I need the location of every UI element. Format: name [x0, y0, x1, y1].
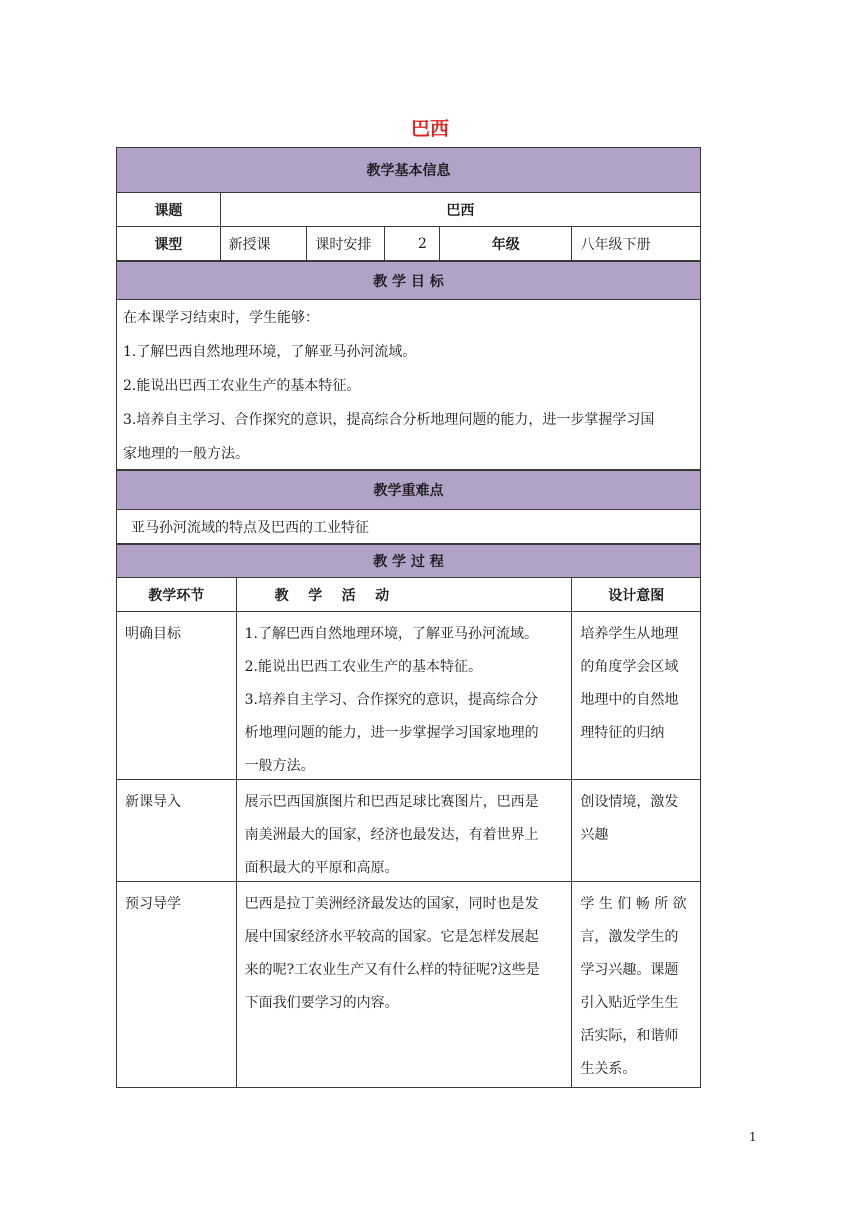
type-label: 课型 [117, 227, 221, 260]
activity-line: 展中国家经济水平较高的国家。它是怎样发展起 [244, 929, 539, 945]
section-header-objectives: 教 学 目 标 [116, 261, 701, 300]
activity-cell [237, 612, 573, 779]
page-title: 巴西 [410, 118, 449, 140]
topic-label: 课题 [117, 193, 221, 226]
grade-value: 八年级下册 [580, 236, 651, 253]
process-row [116, 780, 701, 882]
section-header-process: 教 学 过 程 [116, 544, 701, 578]
key-points-text: 亚马孙河流域的特点及巴西的工业特征 [131, 519, 369, 536]
type-value: 新授课 [221, 227, 308, 260]
intent-line: 地理中的自然地 [580, 692, 679, 708]
activity-line: 展示巴西国旗图片和巴西足球比赛图片，巴西是 [244, 794, 539, 810]
intent-line: 理特征的归纳 [580, 725, 665, 741]
key-points-row [116, 510, 701, 544]
intent-line: 活实际，和谐师 [580, 1028, 679, 1044]
hours-value: 2 [385, 227, 440, 260]
process-row [116, 612, 701, 780]
process-header-row [116, 578, 701, 612]
activity-line: 南美洲最大的国家，经济也最发达，有着世界上 [244, 827, 539, 843]
intent-line: 引入贴近学生生 [580, 995, 679, 1011]
intent-line: 学习兴趣。课题 [580, 962, 679, 978]
intent-line: 生关系。 [580, 1061, 637, 1077]
activity-line: 一般方法。 [244, 758, 315, 774]
intent-line: 的角度学会区域 [580, 659, 679, 675]
type-row [116, 227, 701, 261]
process-row [116, 882, 701, 1088]
activity-line: 巴西是拉丁美洲经济最发达的国家，同时也是发 [244, 896, 539, 912]
section-header-key-points: 教学重难点 [116, 470, 701, 510]
grade-label: 年级 [440, 227, 573, 260]
activity-line: 2.能说出巴西工农业生产的基本特征。 [244, 659, 482, 675]
objective-item: 2.能说出巴西工农业生产的基本特征。 [123, 378, 361, 394]
stage-cell: 新课导入 [117, 780, 237, 881]
intent-line: 言，激发学生的 [580, 929, 679, 945]
objective-item: 1.了解巴西自然地理环境，了解亚马孙河流域。 [123, 344, 417, 360]
page-number: 1 [749, 1130, 757, 1144]
intent-cell [572, 882, 700, 1087]
activity-line: 3.培养自主学习、合作探究的意识，提高综合分 [244, 692, 538, 708]
col-header-stage: 教学环节 [117, 578, 237, 611]
activity-line: 来的呢?工农业生产又有什么样的特征呢?这些是 [244, 962, 540, 978]
col-header-intent: 设计意图 [608, 587, 665, 604]
activity-line: 析地理问题的能力，进一步掌握学习国家地理的 [244, 725, 539, 741]
col-header-activity: 教 学 活 动 [237, 578, 573, 611]
intent-line: 学 生 们 畅 所 欲 [580, 896, 687, 912]
topic-value: 巴西 [446, 202, 475, 219]
objectives-block [116, 300, 701, 470]
intent-line: 培养学生从地理 [580, 626, 679, 642]
objective-item: 3.培养自主学习、合作探究的意识，提高综合分析地理问题的能力，进一步掌握学习国 [123, 412, 655, 428]
activity-line: 1.了解巴西自然地理环境，了解亚马孙河流域。 [244, 626, 538, 642]
objective-item: 家地理的一般方法。 [123, 446, 249, 462]
hours-label: 课时安排 [307, 227, 385, 260]
intent-line: 创设情境，激发 [580, 794, 679, 810]
activity-line: 面积最大的平原和高原。 [244, 860, 399, 876]
stage-cell: 明确目标 [117, 612, 237, 779]
objectives-intro: 在本课学习结束时，学生能够： [123, 310, 319, 326]
intent-cell [572, 780, 700, 881]
stage-cell: 预习导学 [117, 882, 237, 1087]
activity-line: 下面我们要学习的内容。 [244, 995, 399, 1011]
section-header-basic-info: 教学基本信息 [116, 147, 701, 193]
intent-line: 兴趣 [580, 827, 609, 843]
activity-cell [237, 882, 573, 1087]
intent-cell [572, 612, 700, 779]
activity-cell [237, 780, 573, 881]
topic-row [116, 193, 701, 227]
